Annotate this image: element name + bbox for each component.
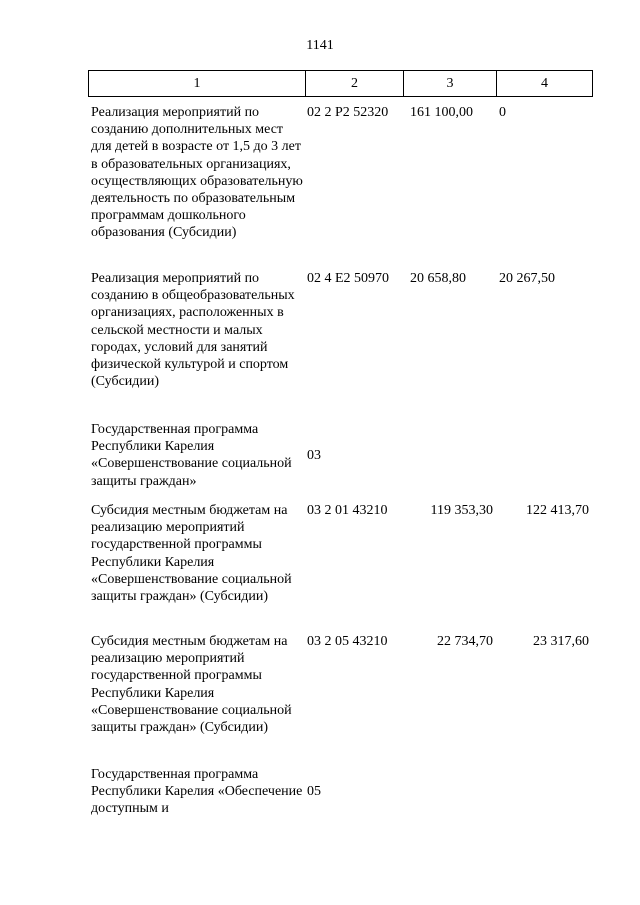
row-value-4: 20 267,50 [499,271,555,286]
column-header-4: 4 [541,75,548,91]
column-header-2: 2 [306,71,404,96]
row-name: Реализация мероприятий по созданию в общеобразовательных организациях, расположенных в сельской местности и малых городах, условий для занятий физической культурой и спортом (Субсидии) [91,271,295,390]
row-value-3: 161 100,00 [410,105,473,120]
page-number: 1141 [306,38,334,53]
row-code: 03 [307,448,321,463]
row-code: 03 2 01 43210 [307,503,388,518]
row-code: 03 2 05 43210 [307,634,388,649]
row-code: 02 4 E2 50970 [307,271,390,286]
table-header [88,70,593,97]
row-value-3: 20 658,80 [410,271,466,286]
row-value-4: 23 317,60 [533,634,589,649]
row-value-4: 122 413,70 [526,503,589,518]
row-value-4: 0 [499,105,506,120]
row-name: Субсидия местным бюджетам на реализацию мероприятий государственной программы Республики Карелия «Совершенствование социальной защиты граждан» (Субсидии) [91,634,292,736]
row-value-3: 119 353,30 [430,503,493,518]
row-code: 02 2 P2 52320 [307,105,389,120]
row-code: 05 [307,784,321,799]
row-name: Государственная программа Республики Карелия «Обеспечение доступным и [91,767,303,817]
column-header-1: 1 [89,71,306,96]
row-name: Субсидия местным бюджетам на реализацию мероприятий государственной программы Республики Карелия «Совершенствование социальной защиты граждан» (Субсидии) [91,503,292,605]
row-value-3: 22 734,70 [437,634,493,649]
row-name: Реализация мероприятий по созданию дополнительных мест для детей в возрасте от 1,5 до 3 лет в образовательных организациях, осуществляющих образовательную деятельность по образовательным программам дошкольного образования (Субсидии) [91,105,303,241]
column-header-3: 3 [404,71,497,96]
row-name: Государственная программа Республики Карелия «Совершенствование социальной защиты граждан» [91,422,292,489]
